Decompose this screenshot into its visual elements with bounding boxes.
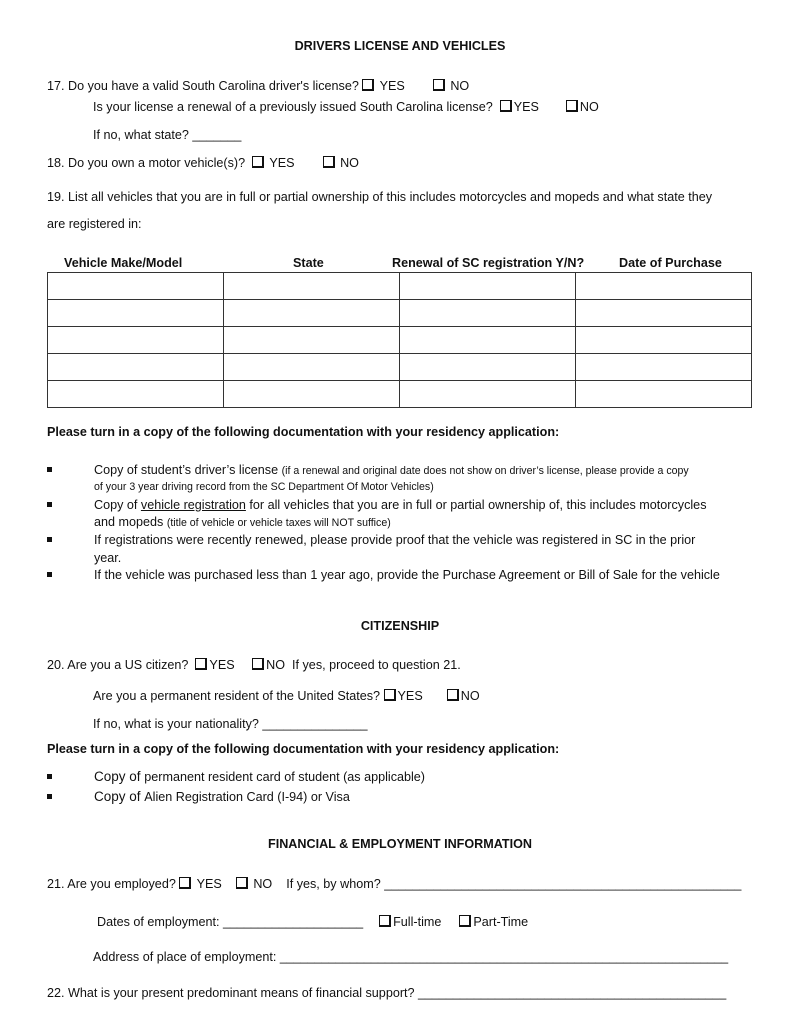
table-cell[interactable] <box>224 273 400 300</box>
bullet-icon <box>47 794 52 799</box>
table-cell[interactable] <box>224 354 400 381</box>
pr-yes-checkbox[interactable] <box>384 689 396 701</box>
doc-underlined: vehicle registration <box>140 498 246 512</box>
doc-item-purchase: If the vehicle was purchased less than 1 year ago, provide the Purchase Agreement or Bill of Sale for the vehicle <box>94 568 720 582</box>
bullet-icon <box>47 537 52 542</box>
q18-yes-checkbox[interactable] <box>252 156 264 168</box>
q17 <box>47 79 469 93</box>
q21-label: 21. Are you employed? <box>47 877 176 891</box>
doc-text: Copy of <box>94 789 145 804</box>
table-row <box>48 381 752 408</box>
q18-no-checkbox[interactable] <box>323 156 335 168</box>
full-time-label: Full-time <box>393 915 442 929</box>
table-row <box>48 354 752 381</box>
q17-renewal-label: Is your license a renewal of a previously issued South Carolina license? <box>93 100 493 114</box>
doc-note-cont: of your 3 year driving record from the SC Department Of Motor Vehicles) <box>94 481 434 493</box>
doc-item-renewed: If registrations were recently renewed, please provide proof that the vehicle was registered in SC in the prior <box>94 533 696 547</box>
table-row <box>48 327 752 354</box>
q18 <box>47 156 359 170</box>
q17-renewal-no-checkbox[interactable] <box>566 100 578 112</box>
doc-item-alien-card <box>94 789 350 804</box>
col-header-make-model: Vehicle Make/Model <box>64 256 183 270</box>
table-cell[interactable] <box>48 273 224 300</box>
yes-label: YES <box>209 658 235 672</box>
col-header-state: State <box>293 256 324 270</box>
doc-text: Alien Registration Card (I-94) or Visa <box>144 790 350 804</box>
table-cell[interactable] <box>400 327 576 354</box>
employment-address-field[interactable]: Address of place of employment: ________________________________________________________________ <box>93 950 729 964</box>
q19-line2: are registered in: <box>47 217 142 231</box>
q21-yes-checkbox[interactable] <box>179 877 191 889</box>
no-label: NO <box>253 877 273 891</box>
doc-note: (title of vehicle or vehicle taxes will NOT suffice) <box>166 517 391 529</box>
q22-field[interactable]: 22. What is your present predominant means of financial support? ____________________________________________ <box>47 986 727 1000</box>
yes-label: YES <box>513 100 539 114</box>
q17-renewal-yes-checkbox[interactable] <box>500 100 512 112</box>
table-cell[interactable] <box>576 300 752 327</box>
bullet-icon <box>47 774 52 779</box>
full-time-checkbox[interactable] <box>379 915 391 927</box>
q17-yes-checkbox[interactable] <box>362 79 374 91</box>
col-header-date: Date of Purchase <box>619 256 722 270</box>
bullet-icon <box>47 572 52 577</box>
doc-item-registration-cont <box>94 515 391 529</box>
doc-text: permanent resident card of student (as applicable) <box>144 770 426 784</box>
bullet-icon <box>47 502 52 507</box>
q17-renewal <box>93 100 599 114</box>
part-time-label: Part-Time <box>473 915 529 929</box>
doc-note: (if a renewal and original date does not show on driver’s license, please provide a copy <box>281 465 689 477</box>
table-row <box>48 300 752 327</box>
table-cell[interactable] <box>224 327 400 354</box>
q20-permanent-resident <box>93 689 480 703</box>
yes-label: YES <box>196 877 222 891</box>
yes-label: YES <box>379 79 405 93</box>
part-time-checkbox[interactable] <box>459 915 471 927</box>
drivers-docs-heading: Please turn in a copy of the following documentation with your residency application: <box>47 425 560 439</box>
q18-label: 18. Do you own a motor vehicle(s)? <box>47 156 246 170</box>
table-cell[interactable] <box>224 381 400 408</box>
q20-yes-checkbox[interactable] <box>195 658 207 670</box>
bullet-icon <box>47 467 52 472</box>
table-row <box>48 273 752 300</box>
no-label: NO <box>340 156 359 170</box>
section-title-drivers: DRIVERS LICENSE AND VEHICLES <box>294 39 506 53</box>
doc-item-renewed-cont: year. <box>94 551 122 565</box>
doc-text: for all vehicles that you are in full or partial ownership of, this includes motorcycles <box>245 498 707 512</box>
table-cell[interactable] <box>224 300 400 327</box>
table-cell[interactable] <box>400 381 576 408</box>
doc-item-registration <box>94 498 707 512</box>
yes-label: YES <box>269 156 295 170</box>
table-cell[interactable] <box>400 273 576 300</box>
q20-label: 20. Are you a US citizen? <box>47 658 189 672</box>
q17-no-checkbox[interactable] <box>433 79 445 91</box>
table-cell[interactable] <box>48 381 224 408</box>
table-cell[interactable] <box>576 273 752 300</box>
doc-item-license <box>94 463 689 477</box>
doc-text: Copy of student’s driver’s license <box>94 463 282 477</box>
q21-no-checkbox[interactable] <box>236 877 248 889</box>
yes-label: YES <box>397 689 423 703</box>
section-title-citizenship: CITIZENSHIP <box>360 619 440 633</box>
table-cell[interactable] <box>48 354 224 381</box>
vehicles-table <box>47 272 752 408</box>
no-label: NO <box>460 689 480 703</box>
table-cell[interactable] <box>48 327 224 354</box>
employer-field[interactable]: If yes, by whom? ___________________________________________________ <box>286 877 742 891</box>
doc-text: Copy of <box>94 769 145 784</box>
q20-note: If yes, proceed to question 21. <box>292 658 461 672</box>
col-header-renewal: Renewal of SC registration Y/N? <box>392 256 585 270</box>
q17-state-field[interactable]: If no, what state? _______ <box>93 128 242 142</box>
pr-label: Are you a permanent resident of the United States? <box>93 689 381 703</box>
no-label: NO <box>579 100 599 114</box>
section-title-financial: FINANCIAL & EMPLOYMENT INFORMATION <box>268 837 532 851</box>
q20-no-checkbox[interactable] <box>252 658 264 670</box>
q19-line1: 19. List all vehicles that you are in full or partial ownership of this includes motorcycles and mopeds and what state they <box>47 190 713 204</box>
table-cell[interactable] <box>48 300 224 327</box>
doc-item-pr-card <box>94 769 425 784</box>
q21 <box>47 877 741 891</box>
table-cell[interactable] <box>576 327 752 354</box>
employment-dates <box>97 915 528 929</box>
pr-no-checkbox[interactable] <box>447 689 459 701</box>
nationality-field[interactable]: If no, what is your nationality? _______________ <box>93 717 368 731</box>
citizenship-docs-heading: Please turn in a copy of the following documentation with your residency application: <box>47 742 560 756</box>
doc-text: Copy of <box>94 498 141 512</box>
no-label: NO <box>266 658 286 672</box>
no-label: NO <box>450 79 470 93</box>
q17-label: 17. Do you have a valid South Carolina driver's license? <box>47 79 359 93</box>
table-cell[interactable] <box>576 381 752 408</box>
table-cell[interactable] <box>400 354 576 381</box>
table-cell[interactable] <box>576 354 752 381</box>
table-cell[interactable] <box>400 300 576 327</box>
doc-text: and mopeds <box>94 515 167 529</box>
dates-field[interactable]: Dates of employment: ____________________ <box>97 915 364 929</box>
q20 <box>47 658 461 672</box>
